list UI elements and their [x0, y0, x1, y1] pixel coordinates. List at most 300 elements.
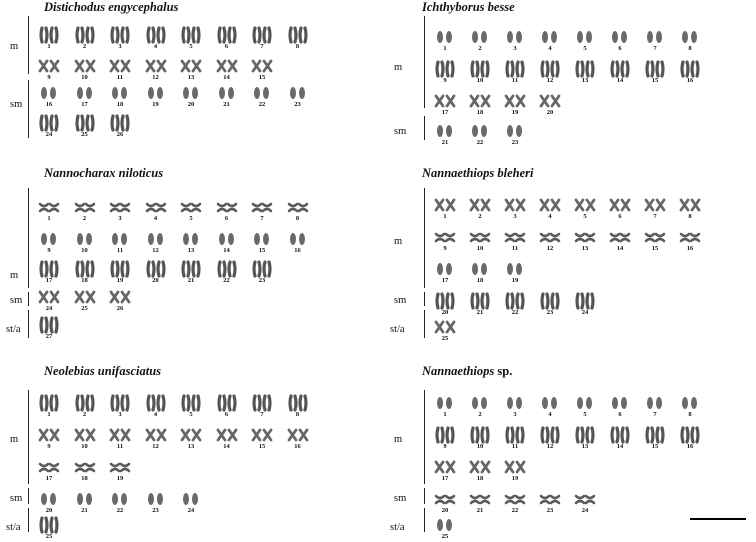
chromosome-number: 11 [511, 443, 519, 450]
chromosome-pair [178, 260, 204, 286]
chromosome-pair [249, 84, 275, 110]
chromosome-pair [467, 458, 493, 484]
chromosome-image [214, 230, 240, 248]
chromosome-pair [537, 490, 563, 516]
chromosome-image [143, 490, 169, 508]
chromosome-image [432, 458, 458, 476]
chromosome-pair [607, 196, 633, 222]
chromosome-pair [36, 316, 62, 342]
chromosome-image [607, 28, 633, 46]
chromosome-number: 23 [511, 139, 519, 146]
group-bracket [28, 508, 29, 532]
chromosome-pair [537, 228, 563, 254]
chromosome-image [572, 228, 598, 246]
chromosome-image [285, 26, 311, 44]
chromosome-number: 7 [260, 215, 264, 222]
chromosome-pair [214, 57, 240, 83]
group-bracket [28, 310, 29, 338]
chromosome-pair [36, 26, 62, 52]
species-name: Nannaethiops bleheri [422, 166, 534, 180]
chromosome-number: 20 [152, 277, 159, 284]
chromosome-pair [36, 458, 62, 484]
chromosome-number: 10 [476, 77, 484, 84]
chromosome-pair [467, 228, 493, 254]
species-name: Distichodus engycephalus [44, 0, 179, 14]
chromosome-image [214, 260, 240, 278]
chromosome-number: 14 [223, 443, 230, 450]
chromosome-number: 10 [81, 247, 88, 254]
chromosome-pair [72, 426, 98, 452]
chromosome-pair [642, 60, 668, 86]
chromosome-image [432, 426, 458, 444]
species-name: Nannaethiops [422, 364, 495, 378]
chromosome-pair [677, 426, 703, 452]
chromosome-number: 2 [478, 45, 482, 52]
chromosome-number: 16 [294, 247, 301, 254]
chromosome-number: 23 [258, 277, 266, 284]
chromosome-number: 21 [441, 139, 449, 146]
chromosome-image [178, 84, 204, 102]
chromosome-image [642, 60, 668, 78]
chromosome-number: 22 [258, 101, 266, 108]
chromosome-pair [537, 92, 563, 118]
chromosome-image [107, 260, 133, 278]
chromosome-number: 8 [688, 45, 692, 52]
chromosome-image [214, 26, 240, 44]
chromosome-image [467, 228, 493, 246]
group-bracket [28, 292, 29, 306]
chromosome-number: 24 [187, 507, 195, 514]
chromosome-image [537, 394, 563, 412]
chromosome-pair [432, 260, 458, 286]
chromosome-number: 2 [82, 215, 87, 222]
chromosome-image [537, 196, 563, 214]
chromosome-number: 11 [511, 77, 519, 84]
chromosome-pair [432, 92, 458, 118]
chromosome-pair [285, 26, 311, 52]
group-label: m [10, 434, 19, 445]
chromosome-pair [607, 60, 633, 86]
chromosome-pair [537, 196, 563, 222]
chromosome-image [214, 394, 240, 412]
chromosome-number: 20 [441, 309, 449, 316]
chromosome-pair [107, 84, 133, 110]
chromosome-pair [432, 292, 458, 318]
chromosome-number: 6 [618, 411, 622, 418]
group-label: st/a [6, 522, 21, 533]
chromosome-image [72, 26, 98, 44]
chromosome-pair [502, 122, 528, 148]
chromosome-image [107, 394, 133, 412]
chromosome-number: 15 [258, 74, 266, 81]
group-label: st/a [6, 324, 21, 335]
chromosome-pair [432, 28, 458, 54]
chromosome-pair [607, 394, 633, 420]
chromosome-number: 3 [513, 45, 517, 52]
chromosome-image [285, 198, 311, 216]
chromosome-number: 21 [81, 507, 88, 514]
species-name: Ichthyborus besse [422, 0, 515, 14]
chromosome-number: 4 [153, 215, 158, 222]
group-bracket [424, 16, 425, 108]
karyotype-panel [390, 364, 752, 540]
chromosome-pair [572, 28, 598, 54]
chromosome-number: 11 [116, 443, 124, 450]
chromosome-number: 22 [511, 507, 519, 514]
chromosome-image [72, 230, 98, 248]
chromosome-pair [502, 228, 528, 254]
chromosome-image [467, 394, 493, 412]
chromosome-number: 23 [546, 309, 554, 316]
panel-title [422, 0, 515, 15]
chromosome-pair [107, 394, 133, 420]
chromosome-image [502, 92, 528, 110]
chromosome-pair [572, 196, 598, 222]
chromosome-number: 3 [118, 43, 122, 50]
chromosome-pair [107, 458, 133, 484]
chromosome-number: 18 [476, 109, 484, 116]
chromosome-pair [178, 394, 204, 420]
chromosome-number: 15 [651, 77, 659, 84]
chromosome-image [537, 292, 563, 310]
chromosome-number: 1 [47, 215, 51, 222]
chromosome-pair [572, 292, 598, 318]
chromosome-number: 1 [443, 45, 447, 52]
group-label: st/a [390, 324, 405, 335]
chromosome-pair [107, 288, 133, 314]
chromosome-image [502, 394, 528, 412]
chromosome-pair [107, 57, 133, 83]
chromosome-image [249, 260, 275, 278]
group-bracket [28, 390, 29, 484]
chromosome-number: 22 [476, 139, 484, 146]
chromosome-image [285, 426, 311, 444]
chromosome-image [36, 458, 62, 476]
chromosome-image [572, 28, 598, 46]
group-label: m [394, 62, 403, 73]
chromosome-number: 12 [546, 245, 554, 252]
chromosome-image [72, 394, 98, 412]
chromosome-image [249, 57, 275, 75]
chromosome-image [285, 394, 311, 412]
chromosome-pair [143, 26, 169, 52]
chromosome-number: 23 [294, 101, 301, 108]
chromosome-number: 12 [152, 247, 159, 254]
chromosome-image [72, 426, 98, 444]
chromosome-number: 7 [260, 43, 264, 50]
chromosome-pair [214, 260, 240, 286]
chromosome-pair [572, 490, 598, 516]
group-label: st/a [390, 522, 405, 533]
chromosome-number: 21 [476, 309, 484, 316]
chromosome-number: 27 [45, 333, 53, 340]
chromosome-pair [214, 198, 240, 224]
chromosome-pair [572, 426, 598, 452]
chromosome-image [107, 57, 133, 75]
chromosome-image [107, 288, 133, 306]
chromosome-image [572, 196, 598, 214]
chromosome-pair [467, 394, 493, 420]
chromosome-number: 7 [260, 411, 264, 418]
chromosome-pair [249, 198, 275, 224]
chromosome-number: 7 [653, 45, 657, 52]
chromosome-number: 5 [189, 215, 193, 222]
chromosome-pair [642, 228, 668, 254]
chromosome-number: 15 [258, 443, 266, 450]
chromosome-pair [143, 84, 169, 110]
chromosome-pair [72, 288, 98, 314]
chromosome-number: 24 [45, 131, 53, 138]
chromosome-image [607, 394, 633, 412]
chromosome-image [502, 426, 528, 444]
chromosome-pair [432, 228, 458, 254]
chromosome-image [178, 57, 204, 75]
group-bracket [28, 16, 29, 74]
chromosome-image [467, 92, 493, 110]
chromosome-pair [72, 84, 98, 110]
chromosome-number: 13 [187, 443, 195, 450]
chromosome-image [502, 196, 528, 214]
chromosome-pair [537, 28, 563, 54]
chromosome-image [572, 394, 598, 412]
chromosome-number: 24 [45, 305, 53, 312]
chromosome-pair [502, 394, 528, 420]
chromosome-image [178, 426, 204, 444]
chromosome-image [467, 196, 493, 214]
chromosome-pair [677, 28, 703, 54]
chromosome-pair [36, 516, 62, 542]
chromosome-number: 1 [47, 43, 51, 50]
chromosome-pair [572, 228, 598, 254]
chromosome-number: 14 [616, 77, 624, 84]
chromosome-number: 8 [295, 215, 300, 222]
chromosome-image [143, 230, 169, 248]
chromosome-number: 9 [47, 443, 51, 450]
chromosome-number: 20 [187, 101, 195, 108]
chromosome-number: 11 [116, 74, 124, 81]
chromosome-pair [214, 230, 240, 256]
group-label: m [10, 41, 19, 52]
chromosome-image [432, 122, 458, 140]
chromosome-number: 10 [476, 245, 484, 252]
chromosome-number: 8 [688, 213, 692, 220]
chromosome-image [72, 458, 98, 476]
chromosome-image [432, 490, 458, 508]
chromosome-image [432, 228, 458, 246]
chromosome-image [143, 57, 169, 75]
chromosome-pair [178, 490, 204, 516]
chromosome-number: 3 [118, 411, 122, 418]
species-suffix: sp. [494, 364, 513, 378]
chromosome-image [214, 426, 240, 444]
chromosome-pair [467, 292, 493, 318]
chromosome-image [642, 196, 668, 214]
chromosome-pair [285, 394, 311, 420]
chromosome-number: 13 [581, 245, 589, 252]
chromosome-pair [107, 230, 133, 256]
chromosome-image [467, 490, 493, 508]
group-label: sm [10, 493, 23, 504]
chromosome-image [502, 490, 528, 508]
chromosome-pair [36, 114, 62, 140]
chromosome-pair [107, 490, 133, 516]
chromosome-number: 3 [513, 411, 517, 418]
chromosome-number: 8 [295, 411, 300, 418]
chromosome-pair [143, 394, 169, 420]
chromosome-number: 12 [152, 74, 159, 81]
chromosome-pair [72, 458, 98, 484]
chromosome-image [36, 260, 62, 278]
chromosome-number: 8 [295, 43, 300, 50]
chromosome-image [572, 490, 598, 508]
chromosome-pair [249, 260, 275, 286]
chromosome-pair [178, 26, 204, 52]
group-bracket [424, 310, 425, 338]
chromosome-number: 6 [224, 411, 229, 418]
group-bracket [424, 390, 425, 484]
chromosome-number: 19 [511, 277, 519, 284]
chromosome-pair [607, 426, 633, 452]
chromosome-pair [432, 490, 458, 516]
chromosome-number: 4 [548, 45, 552, 52]
chromosome-image [642, 228, 668, 246]
chromosome-image [432, 292, 458, 310]
chromosome-pair [72, 57, 98, 83]
chromosome-pair [36, 198, 62, 224]
chromosome-pair [502, 196, 528, 222]
chromosome-pair [249, 57, 275, 83]
chromosome-image [36, 26, 62, 44]
chromosome-pair [36, 230, 62, 256]
chromosome-number: 21 [223, 101, 230, 108]
chromosome-pair [107, 26, 133, 52]
chromosome-pair [432, 196, 458, 222]
chromosome-pair [72, 198, 98, 224]
chromosome-image [143, 84, 169, 102]
chromosome-image [432, 516, 458, 534]
chromosome-number: 1 [47, 411, 51, 418]
chromosome-number: 9 [443, 443, 447, 450]
chromosome-image [572, 60, 598, 78]
chromosome-pair [502, 490, 528, 516]
chromosome-pair [467, 426, 493, 452]
chromosome-image [285, 84, 311, 102]
chromosome-image [72, 84, 98, 102]
chromosome-pair [502, 92, 528, 118]
karyotype-panel [392, 0, 752, 172]
chromosome-number: 2 [82, 43, 87, 50]
chromosome-image [467, 426, 493, 444]
chromosome-image [537, 28, 563, 46]
chromosome-number: 25 [45, 533, 53, 540]
chromosome-number: 5 [583, 45, 587, 52]
chromosome-number: 18 [116, 101, 124, 108]
chromosome-pair [214, 394, 240, 420]
chromosome-image [572, 292, 598, 310]
chromosome-number: 12 [546, 77, 554, 84]
chromosome-image [537, 228, 563, 246]
chromosome-pair [677, 394, 703, 420]
chromosome-image [249, 394, 275, 412]
chromosome-pair [642, 196, 668, 222]
chromosome-pair [432, 394, 458, 420]
chromosome-number: 22 [116, 507, 124, 514]
group-label: sm [394, 126, 407, 137]
chromosome-number: 3 [118, 215, 122, 222]
chromosome-image [607, 426, 633, 444]
chromosome-pair [143, 490, 169, 516]
chromosome-pair [432, 458, 458, 484]
chromosome-pair [607, 228, 633, 254]
chromosome-image [432, 318, 458, 336]
chromosome-image [107, 490, 133, 508]
chromosome-image [285, 230, 311, 248]
chromosome-number: 17 [441, 277, 449, 284]
chromosome-image [432, 28, 458, 46]
chromosome-pair [502, 292, 528, 318]
chromosome-image [249, 84, 275, 102]
chromosome-pair [107, 198, 133, 224]
group-label: sm [394, 295, 407, 306]
chromosome-number: 19 [116, 277, 124, 284]
chromosome-number: 20 [45, 507, 53, 514]
chromosome-image [537, 426, 563, 444]
chromosome-pair [214, 26, 240, 52]
chromosome-pair [178, 230, 204, 256]
chromosome-number: 17 [81, 101, 88, 108]
chromosome-pair [107, 260, 133, 286]
chromosome-pair [285, 84, 311, 110]
chromosome-pair [502, 28, 528, 54]
chromosome-image [36, 490, 62, 508]
chromosome-pair [249, 394, 275, 420]
chromosome-image [36, 516, 62, 534]
group-bracket [424, 116, 425, 140]
chromosome-pair [72, 26, 98, 52]
chromosome-pair [537, 60, 563, 86]
chromosome-pair [432, 60, 458, 86]
chromosome-image [143, 394, 169, 412]
chromosome-pair [143, 57, 169, 83]
chromosome-pair [107, 426, 133, 452]
chromosome-number: 1 [443, 213, 447, 220]
chromosome-number: 26 [116, 305, 124, 312]
chromosome-image [143, 426, 169, 444]
chromosome-pair [502, 458, 528, 484]
chromosome-pair [249, 426, 275, 452]
chromosome-pair [143, 230, 169, 256]
chromosome-pair [143, 198, 169, 224]
chromosome-number: 14 [223, 74, 230, 81]
chromosome-number: 6 [618, 213, 622, 220]
chromosome-number: 25 [81, 131, 88, 138]
chromosome-pair [36, 57, 62, 83]
chromosome-number: 1 [443, 411, 447, 418]
species-name: Neolebias unifasciatus [44, 364, 162, 378]
chromosome-image [432, 92, 458, 110]
chromosome-pair [642, 426, 668, 452]
chromosome-image [72, 490, 98, 508]
chromosome-image [36, 198, 62, 216]
chromosome-image [214, 198, 240, 216]
chromosome-number: 20 [441, 507, 449, 514]
chromosome-pair [502, 60, 528, 86]
chromosome-number: 2 [82, 411, 87, 418]
chromosome-image [178, 260, 204, 278]
chromosome-number: 23 [546, 507, 554, 514]
chromosome-number: 18 [81, 475, 88, 482]
chromosome-image [72, 288, 98, 306]
